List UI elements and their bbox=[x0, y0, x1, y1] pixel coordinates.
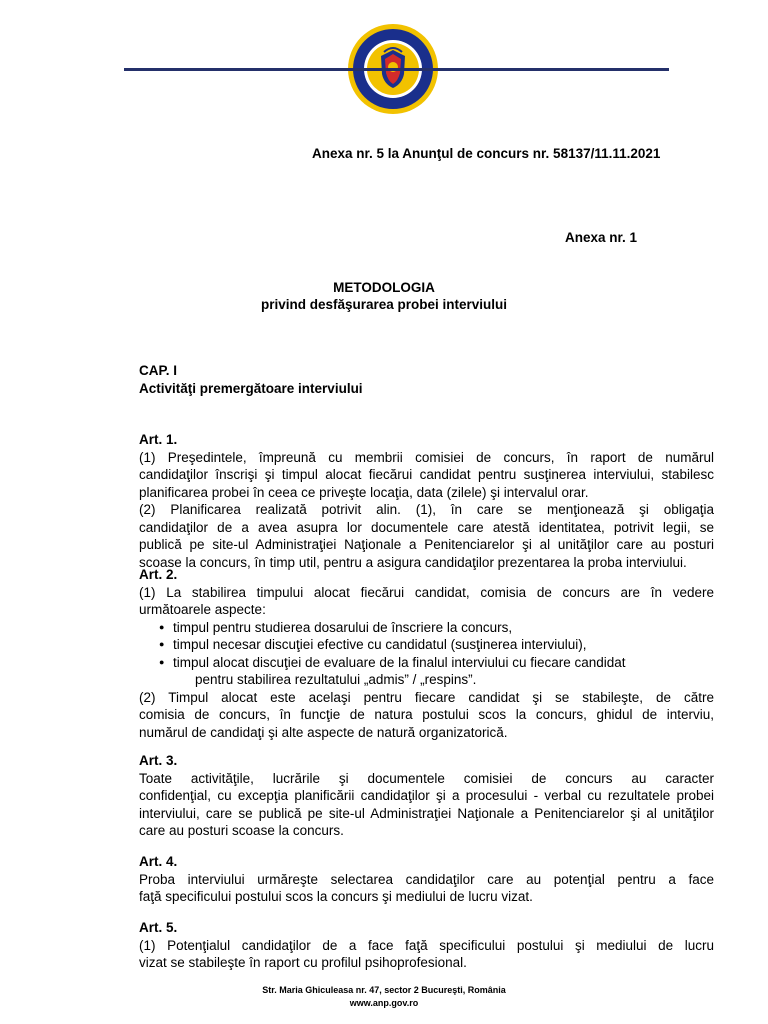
article-3 bbox=[139, 752, 714, 840]
paragraph-line: publică pe site-ul Administraţiei Naţionale a Penitenciarelor şi al unităţilor care au posturi bbox=[139, 537, 714, 552]
aspects-list bbox=[139, 619, 714, 672]
paragraph-line: vizat se stabileşte în raport cu profilul psihoprofesional. bbox=[139, 955, 467, 970]
paragraph-line: scoase la concurs, în timp util, pentru a asigura candidaţilor prezentarea la proba interviului. bbox=[139, 554, 687, 570]
paragraph-line: planificarea probei în ceea ce priveşte locaţia, data (zilele) şi intervalul orar. bbox=[139, 484, 589, 500]
paragraph-line: (2) Planificarea realizată potrivit alin. (1), în care se menţionează şi obligaţia bbox=[139, 502, 714, 517]
article-1 bbox=[139, 431, 714, 571]
list-item: ● timpul necesar discuţiei efective cu candidatul (susţinerea interviului), bbox=[139, 636, 714, 654]
paragraph-line: confidenţial, cu excepţia planificării candidaţilor şi a procesului - verbal cu rezultatele probei bbox=[139, 788, 714, 803]
list-item: ● timpul pentru studierea dosarului de înscriere la concurs, bbox=[139, 619, 714, 637]
list-item-continuation: pentru stabilirea rezultatului „admis” / „respins”. bbox=[195, 672, 477, 687]
article-heading: Art. 4. bbox=[139, 854, 178, 869]
footer-address: Str. Maria Ghiculeasa nr. 47, sector 2 Bucureşti, România bbox=[262, 985, 506, 995]
list-item: ● timpul alocat discuţiei de evaluare de la finalul interviului cu fiecare candidat bbox=[139, 654, 714, 672]
paragraph-line: Proba interviului urmăreşte selectarea candidaţilor care au potenţial pentru a face bbox=[139, 871, 714, 887]
paragraph-line: care au posturi scoase la concurs. bbox=[139, 823, 344, 838]
article-heading: Art. 2. bbox=[139, 567, 178, 582]
paragraph-line: următoarele aspecte: bbox=[139, 602, 266, 617]
article-heading: Art. 3. bbox=[139, 753, 178, 768]
paragraph-line: numărul de candidaţi şi alte aspecte de natură organizatorică. bbox=[139, 724, 508, 740]
document-subtitle: privind desfăşurarea probei interviului bbox=[260, 297, 508, 312]
paragraph-line: candidaţilor înscrişi şi timpul alocat fiecărui candidat pentru susţinerea interviului, stabilesc bbox=[139, 467, 714, 482]
paragraph-line: (2) Timpul alocat este acelaşi pentru fiecare candidat şi se stabileşte, de către bbox=[139, 689, 714, 705]
paragraph-line: comisia de concurs, în funcţie de natura postului scos la concurs, ghidul de interviu, bbox=[139, 707, 714, 722]
paragraph-line: interviului, care se publică pe site-ul Administraţiei Naţionale a Penitenciarelor şi al unităţilor bbox=[139, 805, 714, 821]
annex-reference: Anexa nr. 5 la Anunţul de concurs nr. 58137/11.11.2021 bbox=[312, 146, 661, 161]
paragraph-line: faţă specificului postului scos la concurs şi mediului de lucru vizat. bbox=[139, 889, 533, 904]
footer-website: www.anp.gov.ro bbox=[349, 998, 419, 1008]
article-heading: Art. 5. bbox=[139, 920, 178, 935]
article-4 bbox=[139, 853, 714, 906]
article-5 bbox=[139, 919, 714, 972]
paragraph-line: (1) Preşedintele, împreună cu membrii comisiei de concurs, în raport de numărul bbox=[139, 449, 714, 465]
article-2 bbox=[139, 566, 714, 741]
header-rule bbox=[124, 68, 669, 71]
paragraph-line: (1) La stabilirea timpului alocat fiecărui candidat, comisia de concurs are în vedere bbox=[139, 584, 714, 600]
chapter-label: CAP. I bbox=[139, 363, 178, 378]
annex-number: Anexa nr. 1 bbox=[565, 230, 638, 245]
paragraph-line: candidaţilor de a avea asupra lor documentele care atestă identitatea, potrivit legii, se bbox=[139, 519, 714, 535]
paragraph-line: Toate activităţile, lucrările şi documentele comisiei de concurs au caracter bbox=[139, 770, 714, 786]
article-heading: Art. 1. bbox=[139, 432, 178, 447]
paragraph-line: (1) Potenţialul candidaţilor de a face faţă specificului postului şi mediului de lucru bbox=[139, 937, 714, 953]
document-title: METODOLOGIA bbox=[333, 280, 435, 295]
chapter-title: Activităţi premergătoare interviului bbox=[139, 381, 363, 396]
